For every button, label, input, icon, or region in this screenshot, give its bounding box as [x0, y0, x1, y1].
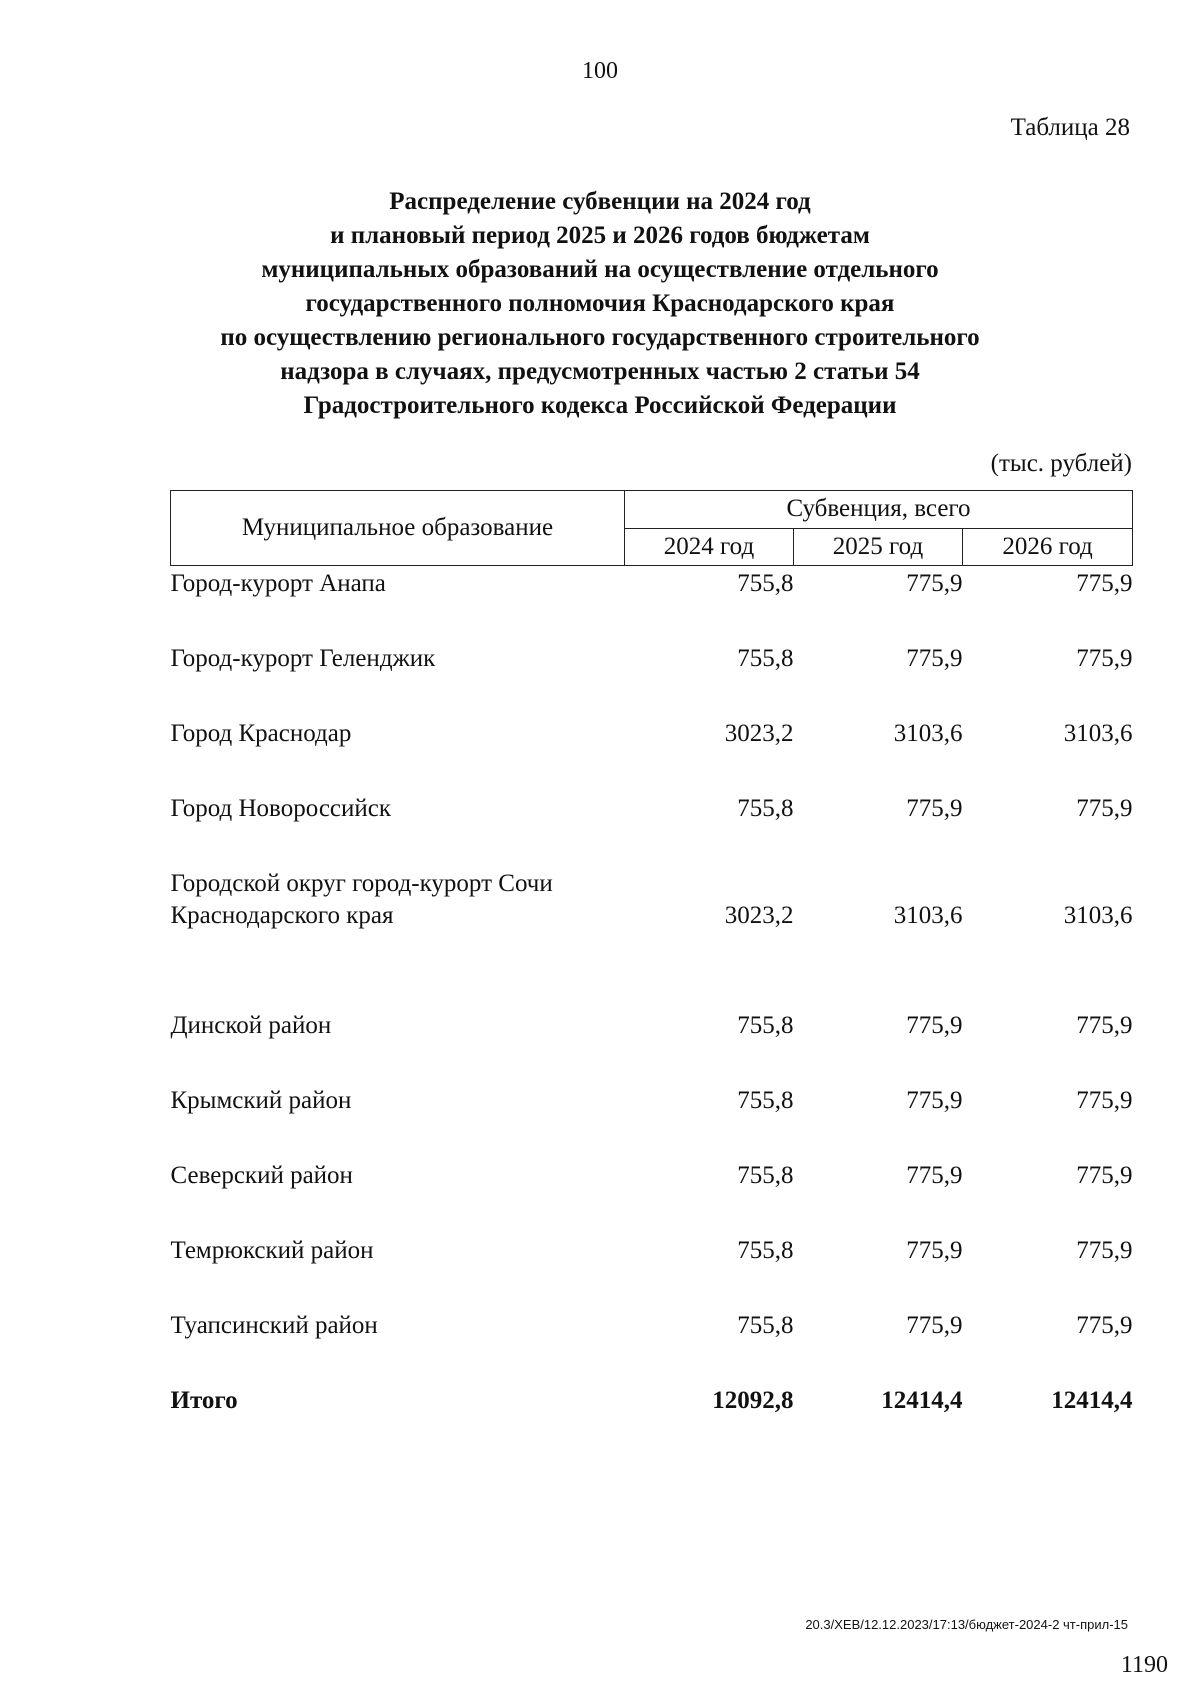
total-label: Итого	[170, 1387, 238, 1414]
municipality-name	[171, 866, 625, 1008]
table-row	[171, 566, 1133, 642]
value-2024: 3023,2	[724, 902, 794, 929]
table-row	[171, 791, 1133, 866]
subvention-table	[170, 490, 1133, 1435]
document-title	[0, 185, 1200, 423]
value-2026: 775,9	[1076, 1162, 1133, 1189]
total-2025: 12414,4	[881, 1387, 963, 1414]
title-line: и плановый период 2025 и 2026 годов бюджетам	[330, 222, 870, 249]
title-line: по осуществлению регионального государственного строительного	[220, 324, 980, 351]
value-2026: 775,9	[1076, 1087, 1133, 1114]
sheet-number: 1190	[1120, 1652, 1168, 1678]
value-2025: 3103,6	[893, 902, 963, 929]
value-2025: 775,9	[906, 1237, 963, 1264]
value-2026: 775,9	[1076, 1312, 1133, 1339]
value-2026: 775,9	[1076, 645, 1133, 672]
municipality-name: Северский район	[170, 1162, 353, 1189]
table-row	[171, 716, 1133, 791]
municipality-name: Крымский район	[170, 1087, 352, 1114]
value-2026: 775,9	[1076, 1237, 1133, 1264]
municipality-name: Город-курорт Геленджик	[170, 645, 436, 672]
table-row	[171, 866, 1133, 1008]
value-2025: 775,9	[906, 795, 963, 822]
value-2025: 775,9	[906, 1012, 963, 1039]
value-2024: 755,8	[737, 1087, 794, 1114]
table-row	[171, 1083, 1133, 1158]
value-2025: 775,9	[906, 645, 963, 672]
municipality-name-line: Краснодарского края	[170, 902, 394, 929]
municipality-name: Темрюкский район	[170, 1237, 374, 1264]
title-line: Распределение субвенции на 2024 год	[389, 188, 811, 215]
table-row	[171, 1158, 1133, 1233]
header-year-2025: 2025 год	[794, 528, 963, 566]
total-row	[171, 1383, 1133, 1435]
units-label: (тыс. рублей)	[990, 450, 1132, 477]
title-line: муниципальных образований на осуществление отдельного	[261, 256, 939, 283]
value-2024: 755,8	[737, 570, 794, 597]
municipality-name: Город-курорт Анапа	[170, 570, 386, 597]
value-2025: 775,9	[906, 1312, 963, 1339]
table-row	[171, 641, 1133, 716]
value-2026: 775,9	[1076, 1012, 1133, 1039]
header-municipality: Муниципальное образование	[171, 491, 625, 566]
table-row	[171, 1233, 1133, 1308]
value-2024: 3023,2	[724, 720, 794, 747]
title-line: надзора в случаях, предусмотренных частью 2 статьи 54	[280, 358, 920, 385]
value-2024: 755,8	[737, 1312, 794, 1339]
header-subvention-total: Субвенция, всего	[625, 491, 1133, 529]
value-2024: 755,8	[737, 1162, 794, 1189]
municipality-name: Город Новороссийск	[170, 795, 392, 822]
value-2026: 775,9	[1076, 570, 1133, 597]
value-2026: 3103,6	[1063, 902, 1133, 929]
value-2024: 755,8	[737, 645, 794, 672]
value-2025: 775,9	[906, 1087, 963, 1114]
header-year-2024: 2024 год	[625, 528, 794, 566]
value-2024: 755,8	[737, 1237, 794, 1264]
title-line: государственного полномочия Краснодарского края	[305, 290, 895, 317]
footer-document-code: 20.3/ХЕВ/12.12.2023/17:13/бюджет-2024-2 чт-прил-15	[805, 1617, 1128, 1632]
total-2026: 12414,4	[1051, 1387, 1133, 1414]
value-2025: 3103,6	[893, 720, 963, 747]
municipality-name: Туапсинский район	[170, 1312, 378, 1339]
municipality-name: Динской район	[170, 1012, 332, 1039]
title-line: Градостроительного кодекса Российской Федерации	[303, 392, 897, 419]
value-2024: 755,8	[737, 795, 794, 822]
table-row	[171, 1008, 1133, 1083]
header-year-2026: 2026 год	[963, 528, 1133, 566]
table-label: Таблица 28	[1010, 114, 1130, 141]
value-2025: 775,9	[906, 570, 963, 597]
table-row	[171, 1308, 1133, 1383]
municipality-name-line: Городской округ город-курорт Сочи	[170, 870, 553, 897]
value-2024: 755,8	[737, 1012, 794, 1039]
value-2026: 3103,6	[1063, 720, 1133, 747]
municipality-name: Город Краснодар	[170, 720, 352, 747]
value-2026: 775,9	[1076, 795, 1133, 822]
value-2025: 775,9	[906, 1162, 963, 1189]
page-number: 100	[582, 58, 618, 84]
total-2024: 12092,8	[712, 1387, 794, 1414]
